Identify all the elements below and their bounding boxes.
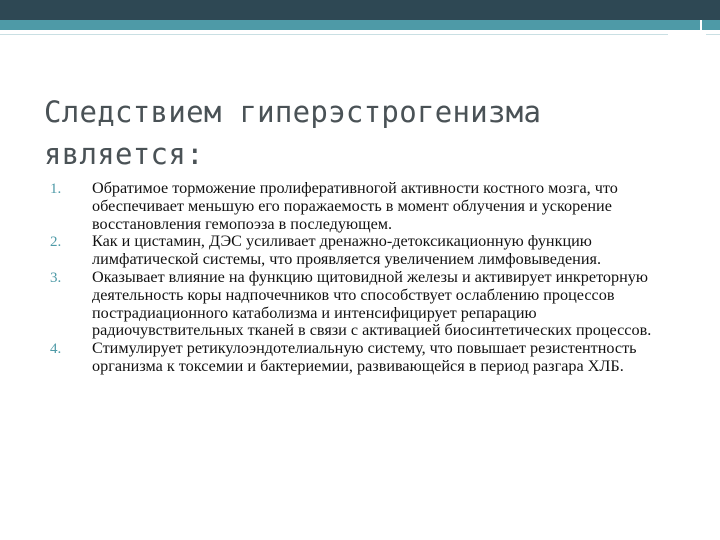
header-dark-band xyxy=(0,0,720,20)
list-item-number: 3. xyxy=(50,269,62,286)
header-divider-line xyxy=(0,34,668,35)
list-item-text: Обратимое торможение пролиферативногой активности костного мозга, что обеспечивает меньшую его поражаемость в момент облучения и ускорение восстановления гемопоэза в последующем. xyxy=(92,179,618,233)
list-item-number: 2. xyxy=(50,234,62,251)
list-item-text: Как и цистамин, ДЭС усиливает дренажно-детоксикационную функцию лимфатической системы, что проявляется увеличением лимфовыведения. xyxy=(92,232,601,269)
header-accent-band xyxy=(0,20,700,30)
list-item-number: 4. xyxy=(50,341,62,358)
list-item xyxy=(50,340,680,376)
slide-title: Следствием гиперэстрогенизма является: xyxy=(44,95,542,171)
list-item-text: Стимулирует ретикулоэндотелиальную систему, что повышает резистентность организма к токсемии и бактериемии, развивающейся в период разгара ХЛБ. xyxy=(92,339,637,375)
header-divider-line-right xyxy=(706,34,720,35)
list-item-number: 1. xyxy=(50,181,62,197)
numbered-list xyxy=(50,180,680,376)
list-item-text: Оказывает влияние на функцию щитовидной железы и активирует инкреторную деятельность коры надпочечников что способствует ослаблению процессов пострадиационного катаболизма и интенсифицирует репарацию радиочувствительных тканей в связи с активацией биосинтетических процессов. xyxy=(92,267,652,340)
list-item xyxy=(50,269,680,340)
header-accent-band-right xyxy=(702,20,720,30)
list-item xyxy=(50,233,680,269)
list-item xyxy=(50,180,680,233)
